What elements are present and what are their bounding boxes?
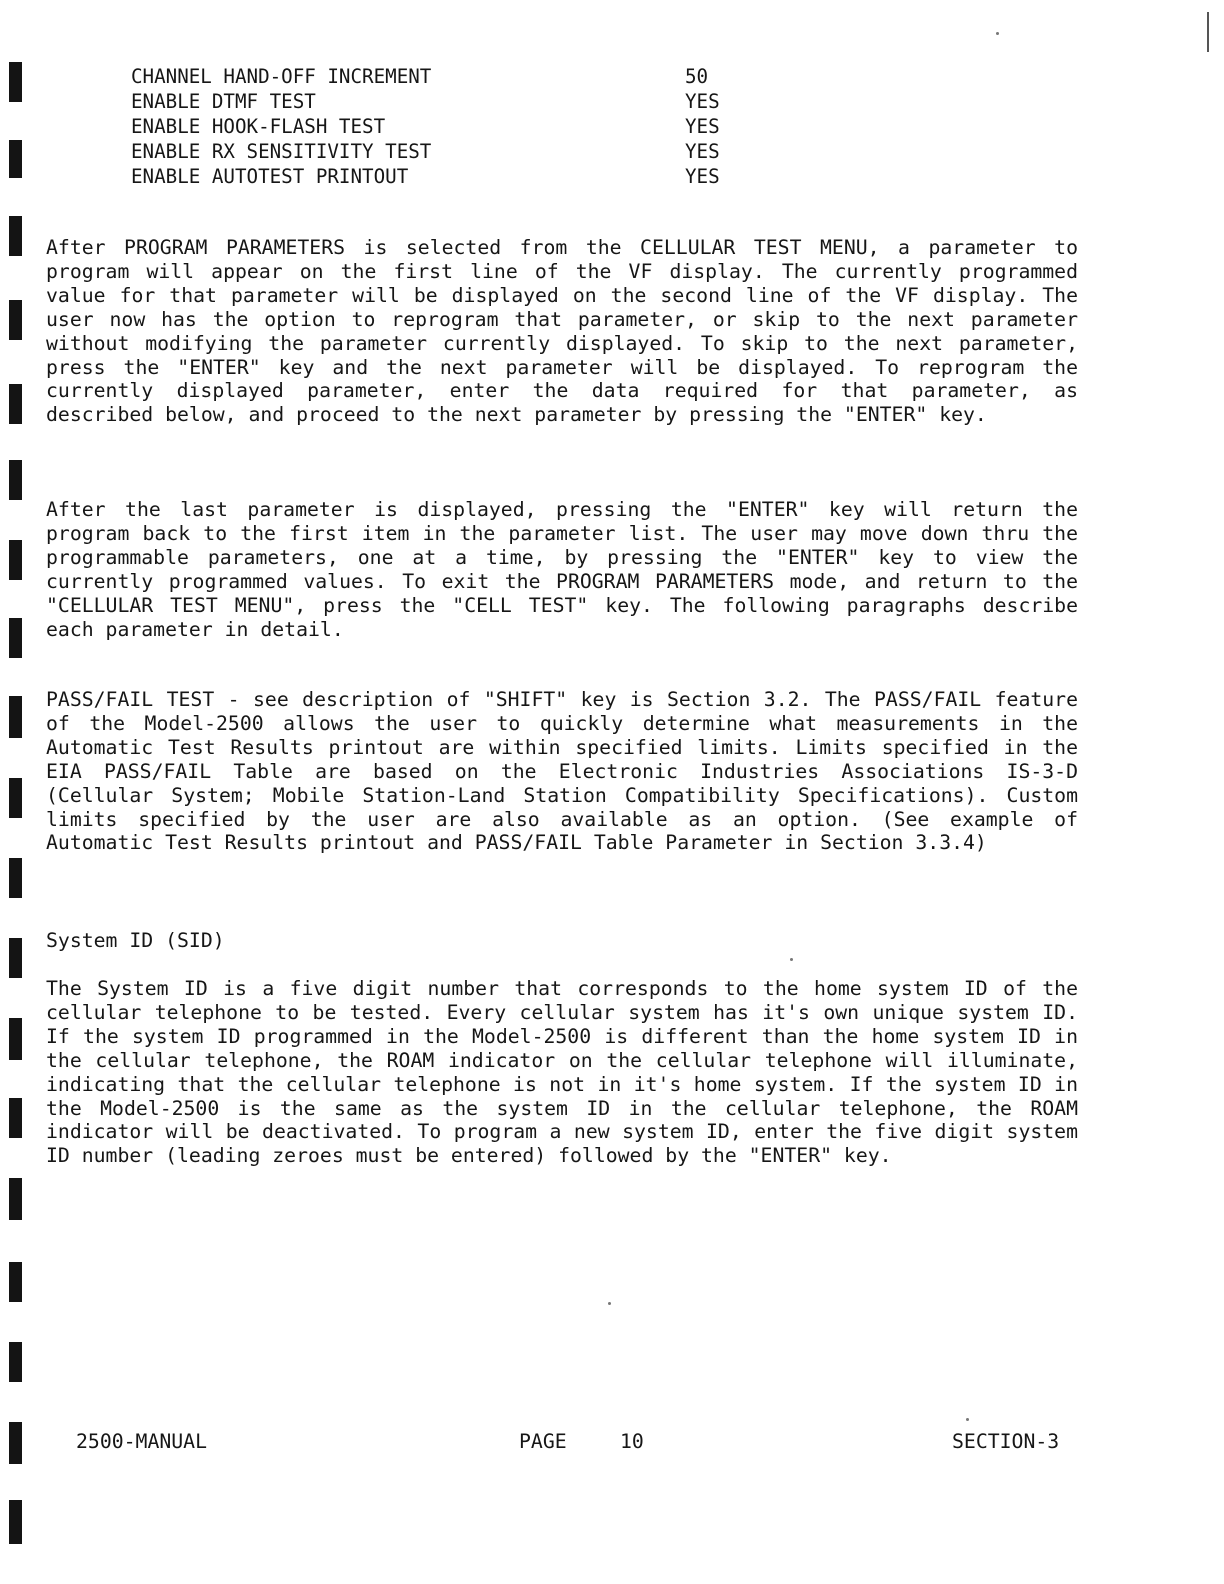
scan-speck bbox=[790, 958, 793, 961]
binding-mark bbox=[9, 384, 22, 424]
parameter-value: YES bbox=[685, 115, 720, 138]
binding-mark bbox=[9, 62, 22, 102]
parameter-row bbox=[131, 164, 720, 189]
paragraph-text: After the last parameter is displayed, pressing the "ENTER" key will return the program back to the first item in the parameter list. The user may move down thru the programmable parameters, one at a time, by pressing the "ENTER" key to view the currently programmed values. To exit the PROGRAM PARAMETERS mode, and return to the "CELLULAR TEST MENU", press the "CELL TEST" key. The following paragraphs describe each parameter in detail. bbox=[46, 498, 1078, 641]
binding-mark bbox=[9, 140, 22, 178]
parameter-value: 50 bbox=[685, 65, 709, 88]
binding-mark bbox=[9, 216, 22, 256]
binding-mark bbox=[9, 460, 22, 500]
parameter-name: ENABLE RX SENSITIVITY TEST bbox=[131, 140, 432, 163]
scan-speck bbox=[608, 1302, 611, 1305]
parameter-table bbox=[131, 64, 720, 189]
paragraph-system-id bbox=[46, 977, 1078, 1168]
paragraph-program-parameters bbox=[46, 236, 1078, 427]
binding-mark bbox=[9, 1262, 22, 1302]
binding-mark bbox=[9, 1178, 22, 1220]
binding-mark bbox=[9, 778, 22, 818]
parameter-name: CHANNEL HAND-OFF INCREMENT bbox=[131, 65, 432, 88]
binding-mark bbox=[9, 1098, 22, 1138]
binding-mark bbox=[9, 1422, 22, 1464]
section-heading-system-id: System ID (SID) bbox=[46, 929, 225, 952]
footer-section: SECTION-3 bbox=[952, 1430, 1060, 1453]
footer-manual-name: 2500-MANUAL bbox=[76, 1430, 208, 1453]
binding-mark bbox=[9, 618, 22, 658]
parameter-name: ENABLE AUTOTEST PRINTOUT bbox=[131, 165, 409, 188]
footer-page-label: PAGE bbox=[519, 1430, 567, 1453]
parameter-row bbox=[131, 89, 720, 114]
scan-speck bbox=[996, 32, 999, 35]
binding-mark bbox=[9, 540, 22, 580]
paragraph-pass-fail bbox=[46, 688, 1078, 855]
parameter-row bbox=[131, 64, 720, 89]
paragraph-last-parameter bbox=[46, 498, 1078, 641]
parameter-row bbox=[131, 114, 720, 139]
parameter-value: YES bbox=[685, 140, 720, 163]
binding-mark bbox=[9, 1500, 22, 1544]
binding-mark bbox=[9, 1342, 22, 1382]
parameter-name: ENABLE DTMF TEST bbox=[131, 90, 316, 113]
binding-mark bbox=[9, 938, 22, 978]
parameter-name: ENABLE HOOK-FLASH TEST bbox=[131, 115, 386, 138]
paragraph-text: After PROGRAM PARAMETERS is selected from the CELLULAR TEST MENU, a parameter to program will appear on the first line of the VF display. The currently programmed value for that parameter will be displayed on the second line of the VF display. The user now has the option to reprogram that parameter, or skip to the next parameter without modifying the parameter currently displayed. To skip to the next parameter, press the "ENTER" key and the next parameter will be displayed. To reprogram the currently displayed parameter, enter the data required for that parameter, as described below, and proceed to the next parameter by pressing the "ENTER" key. bbox=[46, 236, 1078, 427]
binding-mark bbox=[9, 1018, 22, 1060]
binding-mark bbox=[9, 696, 22, 738]
scan-edge-mark bbox=[1207, 12, 1209, 52]
scan-speck bbox=[966, 1418, 969, 1421]
parameter-value: YES bbox=[685, 165, 720, 188]
paragraph-text: PASS/FAIL TEST - see description of "SHIFT" key is Section 3.2. The PASS/FAIL feature of the Model-2500 allows the user to quickly determine what measurements in the Automatic Test Results printout are within specified limits. Limits specified in the EIA PASS/FAIL Table are based on the Electronic Industries Associations IS-3-D (Cellular System; Mobile Station-Land Station Compatibility Specifications). Custom limits specified by the user are also available as an option. (See example of Automatic Test Results printout and PASS/FAIL Table Parameter in Section 3.3.4) bbox=[46, 688, 1078, 855]
binding-mark bbox=[9, 858, 22, 898]
parameter-value: YES bbox=[685, 90, 720, 113]
paragraph-text: The System ID is a five digit number that corresponds to the home system ID of the cellular telephone to be tested. Every cellular system has it's own unique system ID. If the system ID programmed in the Model-2500 is different than the home system ID in the cellular telephone, the ROAM indicator on the cellular telephone will illuminate, indicating that the cellular telephone is not in it's home system. If the system ID in the Model-2500 is the same as the system ID in the cellular telephone, the ROAM indicator will be deactivated. To program a new system ID, enter the five digit system ID number (leading zeroes must be entered) followed by the "ENTER" key. bbox=[46, 977, 1078, 1168]
parameter-row bbox=[131, 139, 720, 164]
binding-mark bbox=[9, 300, 22, 340]
footer-page-number: 10 bbox=[620, 1430, 644, 1453]
